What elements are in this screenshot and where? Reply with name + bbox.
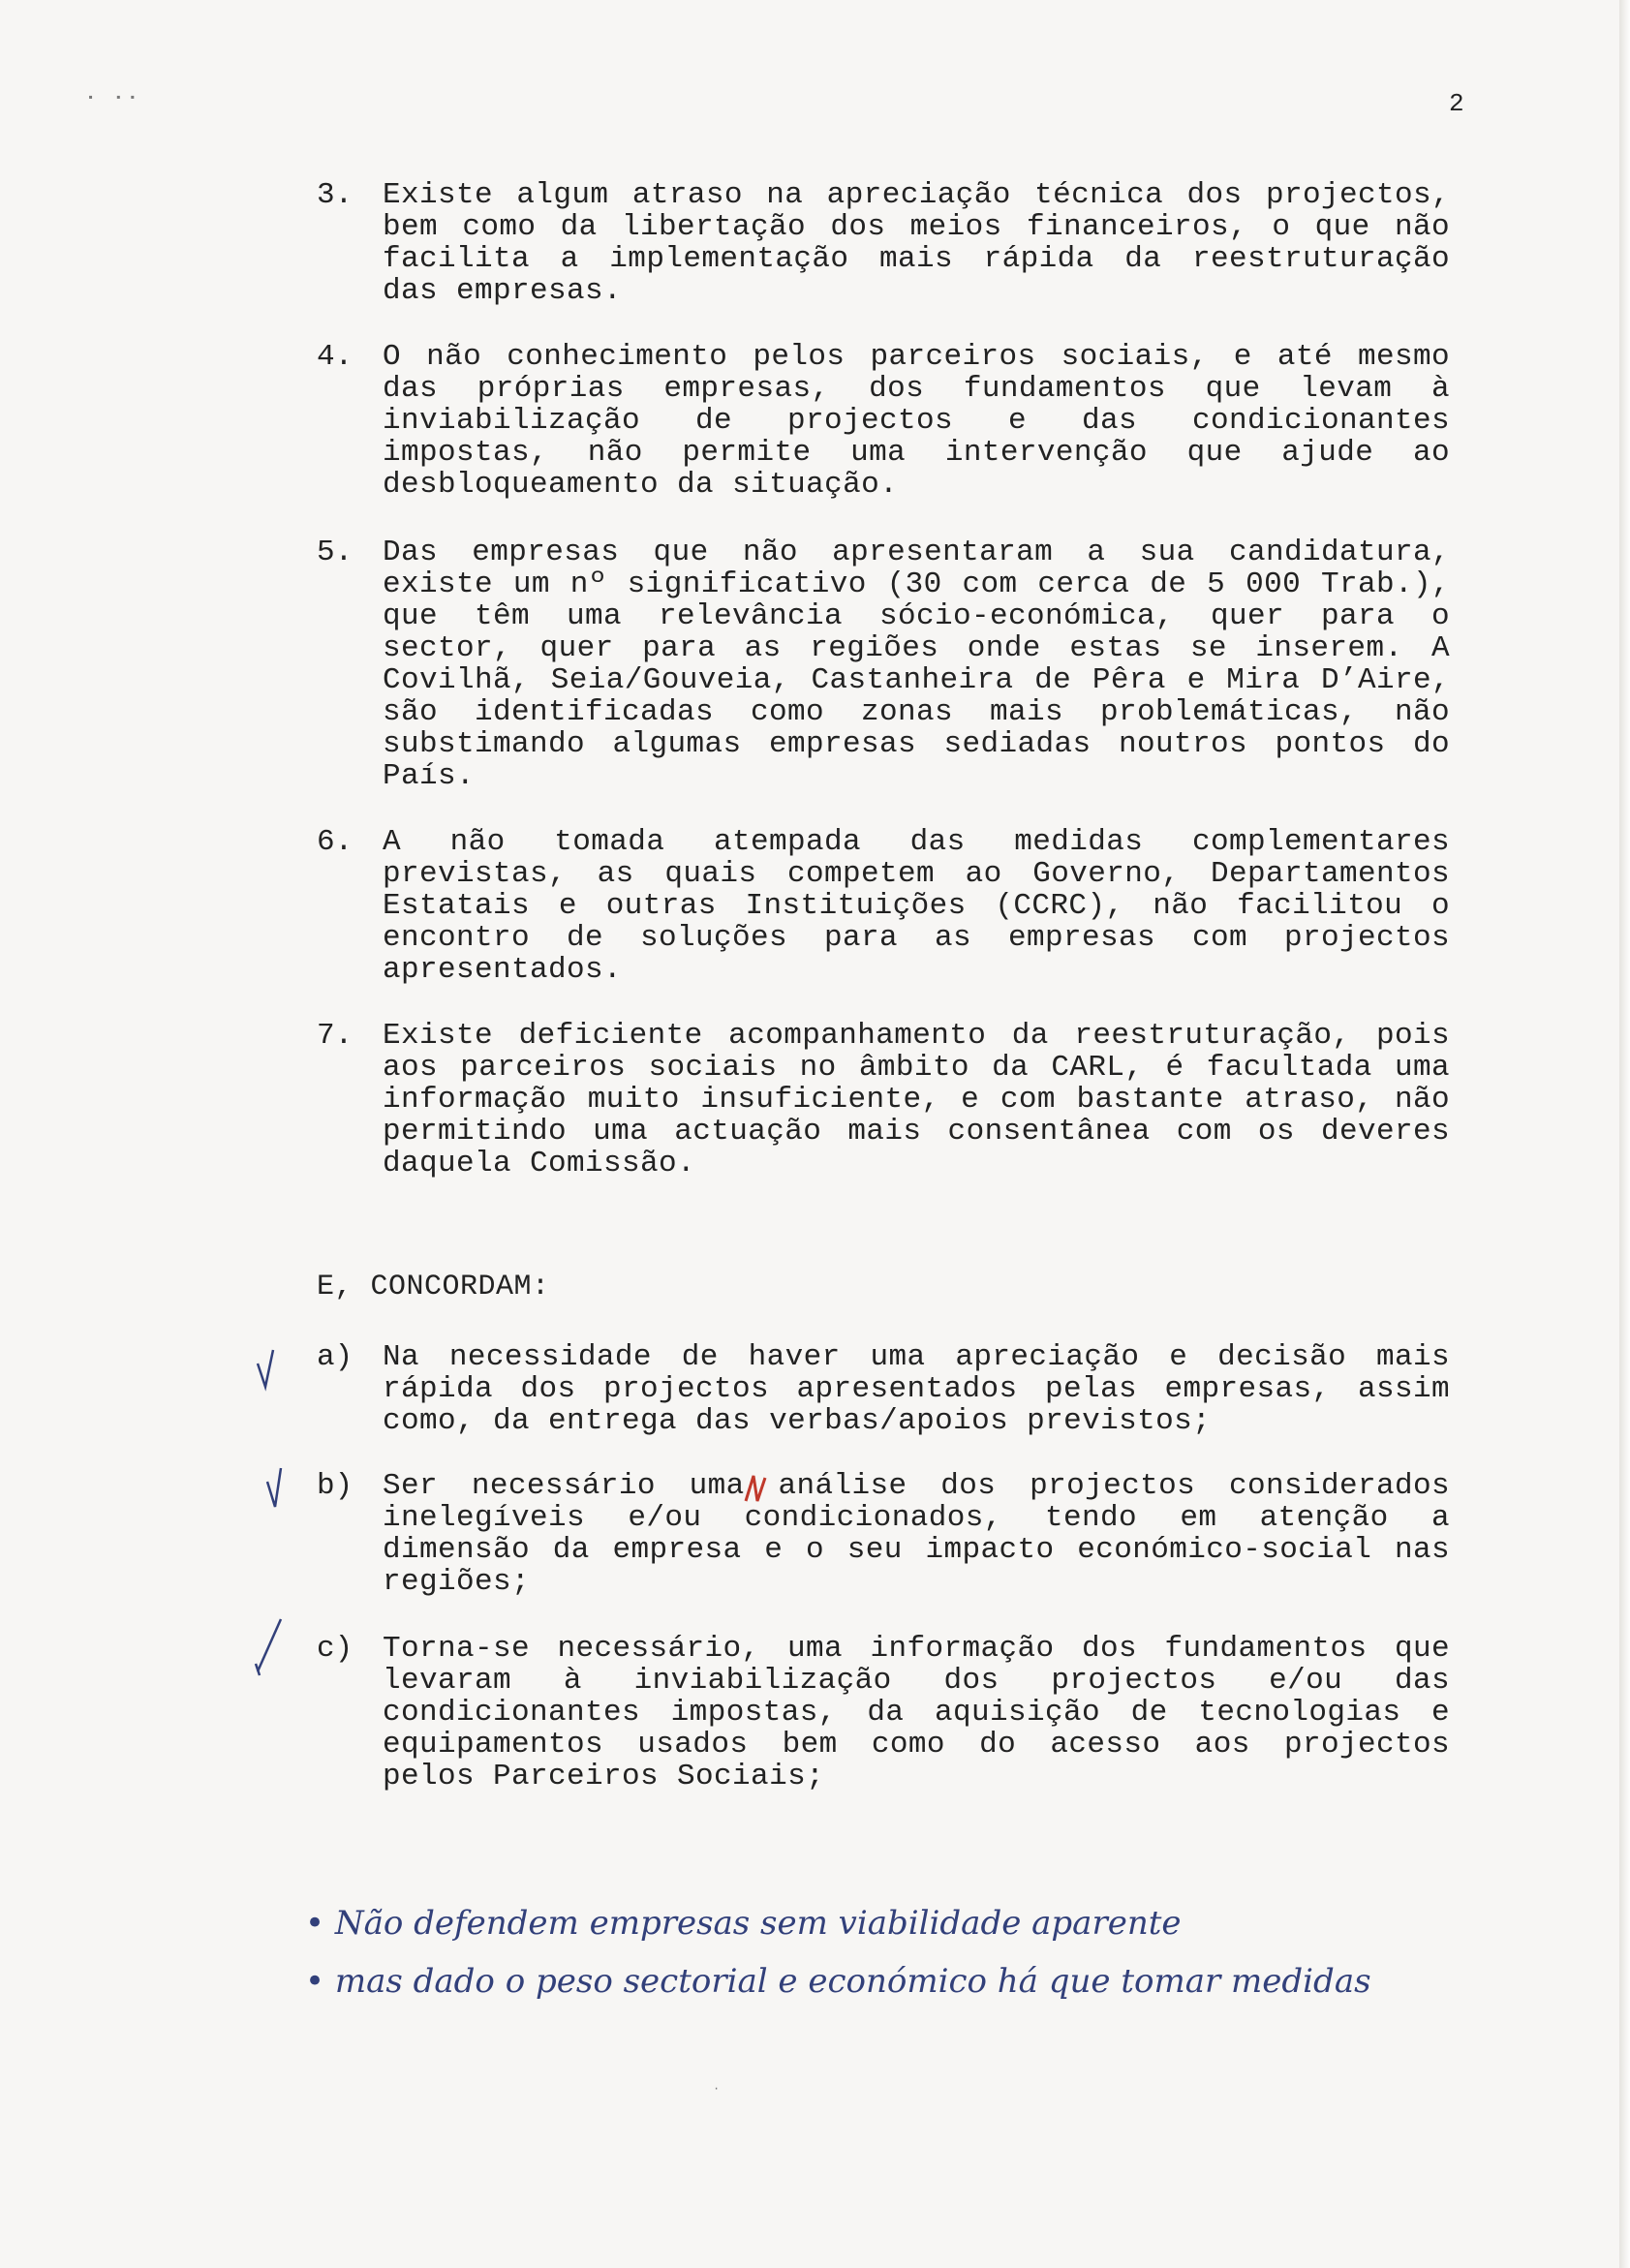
item-letter: c): [317, 1632, 354, 1666]
list-item: [317, 1020, 1450, 1180]
agreement-item: [317, 1633, 1450, 1793]
page-edge: [1619, 0, 1630, 2268]
checkmark-icon: [252, 1615, 287, 1681]
list-item: [317, 179, 1450, 307]
item-text: Torna-se necessário, uma informação dos fundamentos que levaram à inviabilização dos projectos e/ou das condicionantes impostas, da aquisição de tecnologias e equipamentos usados bem como do acesso aos projectos pelos Parceiros Sociais;: [383, 1632, 1450, 1793]
page-number: 2: [1449, 89, 1464, 118]
item-text: O não conhecimento pelos parceiros sociais, e até mesmo das próprias empresas, dos fundamentos que levam à inviabilização de projectos e das condicionantes impostas, não permite uma intervenção que ajude ao desbloqueamento da situação.: [383, 340, 1450, 502]
item-text: Existe algum atraso na apreciação técnica dos projectos, bem como da libertação dos meios financeiros, o que não facilita a implementação mais rápida da reestruturação das empresas.: [383, 178, 1450, 308]
item-letter: b): [317, 1469, 354, 1503]
list-item: [317, 341, 1450, 501]
scan-speck: ·: [713, 2082, 721, 2096]
handwritten-note: [305, 1962, 1371, 2001]
item-text: Existe deficiente acompanhamento da reestruturação, pois aos parceiros sociais no âmbito da CARL, é facultada uma informação muito insuficiente, e com bastante atraso, não permitindo uma actuação mais consentânea com os deveres daquela Comissão.: [383, 1019, 1450, 1180]
checkmark-icon: [254, 1346, 277, 1395]
section-heading: E, CONCORDAM:: [317, 1271, 550, 1303]
item-number: 6.: [317, 825, 354, 859]
item-number: 5.: [317, 536, 354, 569]
item-number: 3.: [317, 178, 354, 212]
item-text: A não tomada atempada das medidas complementares previstas, as quais competem ao Governo, Departamentos Estatais e outras Instituições (CCRC), não facilitou o encontro de soluções para as empresas com projectos apresentados.: [383, 825, 1450, 987]
item-number: 7.: [317, 1019, 354, 1053]
item-text: Na necessidade de haver uma apreciação e decisão mais rápida dos projectos apresentados pelas empresas, assim como, da entrega das verbas/apoios previstos;: [383, 1340, 1450, 1438]
item-text: Das empresas que não apresentaram a sua candidatura, existe um nº significativo (30 com cerca de 5 000 Trab.), que têm uma relevância sócio-económica, quer para o sector, quer para as regiões onde estas se inserem. A Covilhã, Seia/Gouveia, Castanheira de Pêra e Mira D’Aire, são identificadas como zonas mais problemáticas, não substimando algumas empresas sediadas noutros pontos do País.: [383, 536, 1450, 793]
handwritten-note-text: • mas dado o peso sectorial e económico há que tomar medidas: [305, 1962, 1371, 2001]
item-number: 4.: [317, 340, 354, 374]
item-letter: a): [317, 1340, 354, 1374]
handwritten-note: [305, 1904, 1182, 1943]
list-item: [317, 826, 1450, 986]
scan-speck: ▪ ▪ ▪: [87, 91, 137, 105]
checkmark-icon: [263, 1464, 287, 1513]
list-item: [317, 536, 1450, 792]
handwritten-note-text: • Não defendem empresas sem viabilidade aparente: [305, 1904, 1182, 1943]
agreement-item: [317, 1470, 1450, 1598]
item-text: Ser necessário uma análise dos projectos considerados inelegíveis e/ou condicionados, tendo em atenção a dimensão da empresa e o seu impacto económico-social nas regiões;: [383, 1469, 1450, 1599]
agreement-item: [317, 1341, 1450, 1437]
